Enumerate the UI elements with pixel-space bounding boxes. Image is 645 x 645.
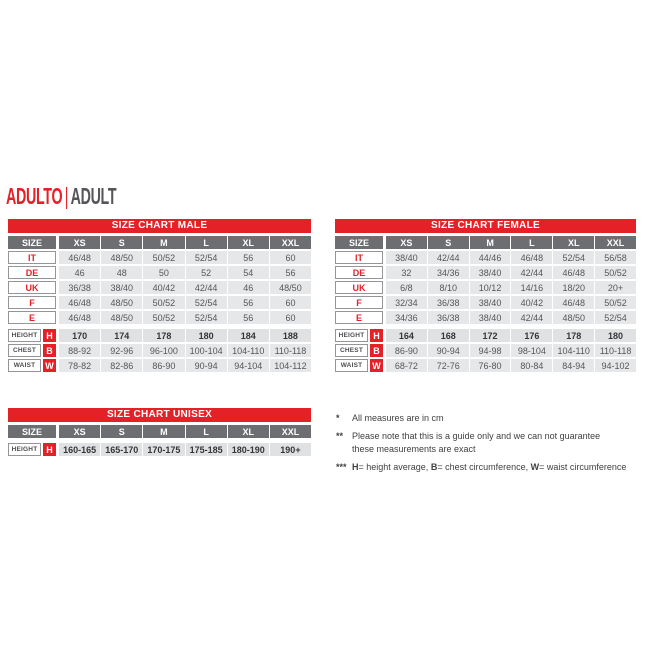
measure-value-cell: 98-104 [511, 344, 552, 357]
size-value-cell: 60 [270, 251, 311, 264]
measure-row-height [335, 329, 636, 342]
measure-label-waist: WAIST [8, 359, 41, 372]
footnote-marker: * [336, 413, 340, 423]
size-row-e [8, 311, 311, 324]
measure-value-cell: 78-82 [59, 359, 100, 372]
size-value-cell: 56 [228, 296, 269, 309]
measure-row-waist [335, 359, 636, 372]
footnote-line [352, 461, 642, 474]
size-value-cell: 18/20 [553, 281, 594, 294]
measure-value-cell: 168 [428, 329, 469, 342]
footnote-3 [336, 461, 642, 474]
measure-value-cell: 94-102 [595, 359, 636, 372]
measure-value-cell: 184 [228, 329, 269, 342]
measure-label-col [8, 329, 56, 342]
footnote-segment: = waist circumference [539, 462, 627, 472]
size-value-cell: 52/54 [553, 251, 594, 264]
footnote-segment: Please note that this is a guide only and we can not guarantee [352, 431, 601, 441]
measure-label-height: HEIGHT [8, 443, 41, 456]
measure-badge-w: W [43, 359, 56, 372]
size-value-cell: 32 [386, 266, 427, 279]
size-row-de [335, 266, 636, 279]
measure-value-cell: 188 [270, 329, 311, 342]
measure-value-cell: 86-90 [143, 359, 184, 372]
measure-value-cell: 178 [553, 329, 594, 342]
size-chart-unisex-table [8, 408, 311, 456]
measure-value-cell: 180 [595, 329, 636, 342]
measure-row-chest [335, 344, 636, 357]
footnote-line [352, 412, 642, 425]
size-value-cell: 54 [228, 266, 269, 279]
measure-value-cell: 90-94 [428, 344, 469, 357]
size-value-cell: 38/40 [470, 296, 511, 309]
measure-value-cell: 165-170 [101, 443, 142, 456]
measure-value-cell: 72-76 [428, 359, 469, 372]
size-value-cell: 46/48 [553, 296, 594, 309]
header-row-male [8, 236, 311, 249]
size-value-cell: 60 [270, 311, 311, 324]
size-value-cell: 48/50 [101, 296, 142, 309]
row-label-e: E [335, 311, 383, 324]
size-value-cell: 32/34 [386, 296, 427, 309]
measure-value-cell: 90-94 [186, 359, 227, 372]
size-value-cell: 36/38 [428, 296, 469, 309]
measure-value-cell: 180 [186, 329, 227, 342]
column-header-m: M [143, 236, 184, 249]
measure-badge-h: H [43, 443, 56, 456]
size-value-cell: 52 [186, 266, 227, 279]
measure-value-cell: 86-90 [386, 344, 427, 357]
measure-value-cell: 104-112 [270, 359, 311, 372]
measure-value-cell: 172 [470, 329, 511, 342]
column-header-l: L [186, 236, 227, 249]
row-label-de: DE [335, 266, 383, 279]
measure-value-cell: 104-110 [553, 344, 594, 357]
measure-badge-b: B [370, 344, 383, 357]
measure-label-col [335, 329, 383, 342]
size-value-cell: 38/40 [386, 251, 427, 264]
measure-value-cell: 96-100 [143, 344, 184, 357]
measure-row-height [8, 443, 311, 456]
column-header-xl: XL [553, 236, 594, 249]
size-value-cell: 40/42 [143, 281, 184, 294]
footnote-text [352, 430, 642, 456]
measure-label-col [335, 344, 383, 357]
measure-value-cell: 170-175 [143, 443, 184, 456]
measure-value-cell: 180-190 [228, 443, 269, 456]
size-value-cell: 10/12 [470, 281, 511, 294]
footnote-segment: H [352, 462, 359, 472]
footnote-text [352, 412, 642, 425]
measure-label-height: HEIGHT [335, 329, 368, 342]
size-value-cell: 48/50 [101, 311, 142, 324]
size-value-cell: 46 [59, 266, 100, 279]
measure-row-waist [8, 359, 311, 372]
footnote-2 [336, 430, 642, 456]
size-chart-female-table [335, 219, 636, 372]
footnote-segment: B [430, 462, 438, 472]
measure-badge-b: B [43, 344, 56, 357]
footnote-text [352, 461, 642, 474]
measure-row-height [8, 329, 311, 342]
size-value-cell: 6/8 [386, 281, 427, 294]
measure-badge-w: W [370, 359, 383, 372]
size-value-cell: 50/52 [143, 251, 184, 264]
size-value-cell: 50/52 [143, 311, 184, 324]
column-header-xxl: XXL [270, 236, 311, 249]
footnote-segment: = chest circumference, [437, 462, 531, 472]
measure-value-cell: 92-96 [101, 344, 142, 357]
page-title [6, 183, 117, 209]
size-chart-male-table [8, 219, 311, 372]
measure-value-cell: 170 [59, 329, 100, 342]
measure-label-chest: CHEST [8, 344, 41, 357]
row-label-f: F [335, 296, 383, 309]
measure-label-col [8, 344, 56, 357]
table-title-male: SIZE CHART MALE [8, 219, 311, 233]
measure-value-cell: 94-104 [228, 359, 269, 372]
measure-value-cell: 110-118 [595, 344, 636, 357]
size-value-cell: 52/54 [186, 296, 227, 309]
size-row-uk [8, 281, 311, 294]
column-header-xxl: XXL [270, 425, 311, 438]
measure-row-chest [8, 344, 311, 357]
measure-label-chest: CHEST [335, 344, 368, 357]
size-header-cell: SIZE [8, 236, 56, 249]
column-header-s: S [101, 236, 142, 249]
row-label-de: DE [8, 266, 56, 279]
measure-badge-h: H [43, 329, 56, 342]
measure-value-cell: 164 [386, 329, 427, 342]
measure-value-cell: 174 [101, 329, 142, 342]
size-value-cell: 38/40 [101, 281, 142, 294]
column-header-xxl: XXL [595, 236, 636, 249]
size-value-cell: 50/52 [595, 296, 636, 309]
size-row-f [335, 296, 636, 309]
measure-value-cell: 88-92 [59, 344, 100, 357]
size-value-cell: 56 [228, 311, 269, 324]
size-value-cell: 14/16 [511, 281, 552, 294]
size-value-cell: 38/40 [470, 311, 511, 324]
size-value-cell: 46/48 [59, 296, 100, 309]
row-label-e: E [8, 311, 56, 324]
measure-value-cell: 82-86 [101, 359, 142, 372]
header-row-unisex [8, 425, 311, 438]
size-row-uk [335, 281, 636, 294]
measure-label-waist: WAIST [335, 359, 368, 372]
size-value-cell: 42/44 [428, 251, 469, 264]
measure-badge-h: H [370, 329, 383, 342]
size-value-cell: 42/44 [511, 311, 552, 324]
size-value-cell: 46/48 [511, 251, 552, 264]
size-row-e [335, 311, 636, 324]
measure-value-cell: 68-72 [386, 359, 427, 372]
column-header-xs: XS [59, 425, 100, 438]
column-header-xl: XL [228, 236, 269, 249]
size-value-cell: 48 [101, 266, 142, 279]
measure-value-cell: 84-94 [553, 359, 594, 372]
page-title-primary: ADULTO [6, 183, 63, 209]
size-value-cell: 56 [228, 251, 269, 264]
size-value-cell: 56/58 [595, 251, 636, 264]
footnote-segment: All measures are in cm [352, 413, 444, 423]
size-value-cell: 42/44 [511, 266, 552, 279]
size-value-cell: 46/48 [59, 311, 100, 324]
size-value-cell: 56 [270, 266, 311, 279]
size-value-cell: 52/54 [595, 311, 636, 324]
size-row-it [335, 251, 636, 264]
footnote-marker: *** [336, 462, 347, 472]
measure-value-cell: 94-98 [470, 344, 511, 357]
row-label-it: IT [335, 251, 383, 264]
page-title-separator: | [64, 183, 69, 209]
footnote-marker: ** [336, 431, 344, 441]
row-label-f: F [8, 296, 56, 309]
row-label-uk: UK [8, 281, 56, 294]
size-value-cell: 34/36 [428, 266, 469, 279]
footnote-segment: = height average, [358, 462, 431, 472]
column-header-xs: XS [386, 236, 427, 249]
size-value-cell: 60 [270, 296, 311, 309]
size-value-cell: 34/36 [386, 311, 427, 324]
measure-value-cell: 76-80 [470, 359, 511, 372]
measure-value-cell: 104-110 [228, 344, 269, 357]
column-header-s: S [428, 236, 469, 249]
size-value-cell: 46 [228, 281, 269, 294]
size-header-cell: SIZE [8, 425, 56, 438]
measure-value-cell: 100-104 [186, 344, 227, 357]
size-value-cell: 46/48 [553, 266, 594, 279]
footnote-1 [336, 412, 642, 425]
size-value-cell: 44/46 [470, 251, 511, 264]
column-header-xl: XL [228, 425, 269, 438]
size-value-cell: 38/40 [470, 266, 511, 279]
column-header-l: L [511, 236, 552, 249]
column-header-xs: XS [59, 236, 100, 249]
table-title-female: SIZE CHART FEMALE [335, 219, 636, 233]
footnote-segment: W [530, 462, 540, 472]
measure-label-height: HEIGHT [8, 329, 41, 342]
column-header-l: L [186, 425, 227, 438]
measure-label-col [8, 443, 56, 456]
measure-value-cell: 175-185 [186, 443, 227, 456]
size-value-cell: 46/48 [59, 251, 100, 264]
size-value-cell: 50/52 [143, 296, 184, 309]
size-value-cell: 48/50 [553, 311, 594, 324]
size-row-it [8, 251, 311, 264]
footnote-line [352, 430, 642, 443]
size-value-cell: 50 [143, 266, 184, 279]
footnotes [336, 412, 642, 479]
size-value-cell: 8/10 [428, 281, 469, 294]
measure-value-cell: 160-165 [59, 443, 100, 456]
measure-value-cell: 80-84 [511, 359, 552, 372]
measure-value-cell: 190+ [270, 443, 311, 456]
measure-value-cell: 110-118 [270, 344, 311, 357]
column-header-m: M [143, 425, 184, 438]
size-value-cell: 40/42 [511, 296, 552, 309]
size-row-de [8, 266, 311, 279]
footnote-line [352, 443, 642, 456]
column-header-s: S [101, 425, 142, 438]
header-row-female [335, 236, 636, 249]
row-label-uk: UK [335, 281, 383, 294]
measure-label-col [335, 359, 383, 372]
row-label-it: IT [8, 251, 56, 264]
table-title-unisex: SIZE CHART UNISEX [8, 408, 311, 422]
page-title-secondary: ADULT [70, 183, 117, 209]
size-row-f [8, 296, 311, 309]
size-value-cell: 48/50 [101, 251, 142, 264]
size-value-cell: 20+ [595, 281, 636, 294]
size-header-cell: SIZE [335, 236, 383, 249]
size-value-cell: 50/52 [595, 266, 636, 279]
size-value-cell: 36/38 [428, 311, 469, 324]
measure-value-cell: 176 [511, 329, 552, 342]
size-value-cell: 36/38 [59, 281, 100, 294]
measure-label-col [8, 359, 56, 372]
size-value-cell: 48/50 [270, 281, 311, 294]
footnote-segment: these measurements are exact [352, 444, 476, 454]
size-value-cell: 42/44 [186, 281, 227, 294]
measure-value-cell: 178 [143, 329, 184, 342]
size-value-cell: 52/54 [186, 311, 227, 324]
size-value-cell: 52/54 [186, 251, 227, 264]
column-header-m: M [470, 236, 511, 249]
